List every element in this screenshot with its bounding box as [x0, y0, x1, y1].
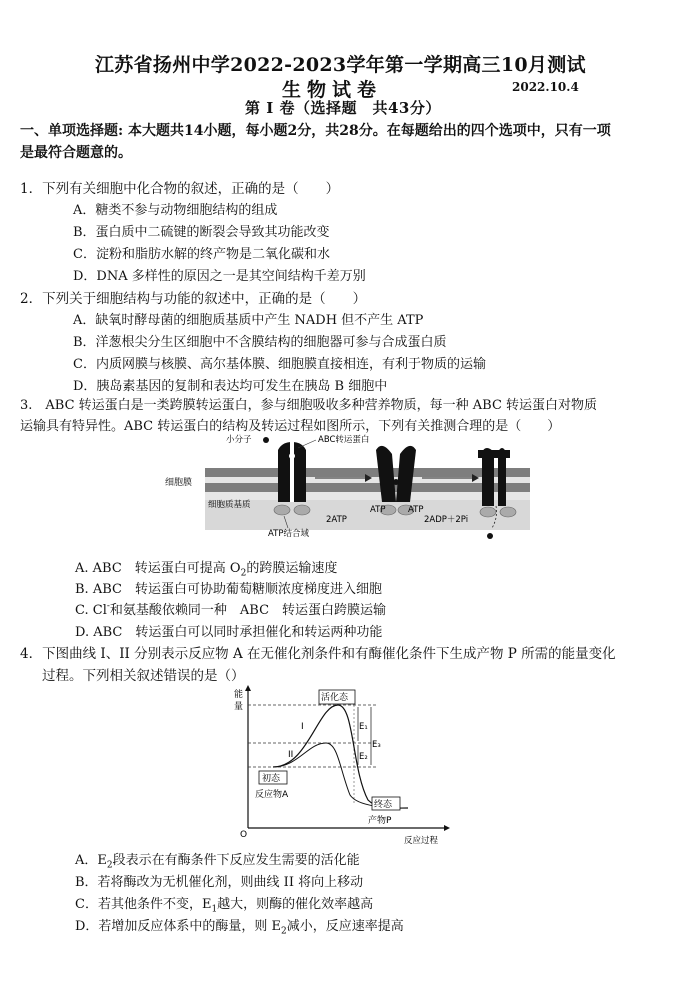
q4-option-b: B．若将酶改为无机催化剂，则曲线 II 将向上移动	[75, 875, 364, 890]
q1-option-a: A．糖类不参与动物细胞结构的组成	[73, 203, 278, 218]
released-molecule-dot	[487, 533, 493, 539]
E1-label: E₁	[359, 722, 368, 732]
atp-label-b: ATP	[408, 505, 424, 515]
abc-transporter-figure	[160, 430, 540, 552]
activated-label: 活化态	[321, 693, 349, 703]
small-molecule-label: 小分子	[226, 435, 252, 445]
adp-label: 2ADP＋2Pi	[424, 515, 469, 525]
q1-option-c: C．淀粉和脂肪水解的终产物是二氧化碳和水	[73, 247, 330, 262]
curve-II-label: II	[288, 750, 294, 760]
membrane-bottom-layer	[205, 483, 530, 492]
E2-label: E₂	[359, 752, 368, 762]
q3-option-c: C. Cl-和氨基酸依赖同一种 ABC 转运蛋白跨膜运输	[75, 601, 387, 618]
energy-diagram	[228, 685, 453, 845]
y-label-2: 量	[234, 702, 244, 712]
q4-stem-line-2: 过程。下列相关叙述错误的是（）	[42, 668, 245, 684]
q3-option-a: A. ABC 转运蛋白可提高 $O_2$的跨膜运输速度	[75, 561, 338, 579]
exam-subtitle: 生物试卷	[282, 79, 383, 101]
q4-option-a: A．$E_2$段表示在有酶条件下反应发生需要的活化能	[75, 853, 360, 871]
instruction-line-2: 是最符合题意的。	[20, 145, 132, 161]
q1-option-b: B．蛋白质中二硫键的断裂会导致其功能改变	[73, 225, 330, 240]
q1-option-d: D．DNA 多样性的原因之一是其空间结构千差万别	[73, 269, 366, 284]
exam-date: 2022.10.4	[512, 80, 579, 94]
curve-I-label: I	[301, 722, 304, 732]
q3-option-b: B. ABC 转运蛋白可协助葡萄糖顺浓度梯度进入细胞	[75, 582, 382, 597]
exam-title: 江苏省扬州中学2022-2023学年第一学期高三10月测试	[95, 54, 586, 76]
q3-option-d: D. ABC 转运蛋白可以同时承担催化和转运两种功能	[75, 625, 383, 640]
q2-option-d: D．胰岛素基因的复制和表达均可发生在胰岛 B 细胞中	[73, 379, 388, 394]
q4-option-c: C．若其他条件不变，$E_1$越大，则酶的催化效率越高	[75, 897, 374, 915]
cytoplasm-label: 细胞质基质	[208, 500, 251, 510]
atp-label-a: ATP	[370, 505, 386, 515]
small-molecule-dot	[263, 437, 269, 443]
reactant-label: 反应物A	[255, 790, 289, 800]
q4-option-d: D．若增加反应体系中的酶量，则 $E_2$减小，反应速率提高	[75, 919, 404, 937]
q2-stem: 2．下列关于细胞结构与功能的叙述中，正确的是（ ）	[20, 291, 367, 307]
q3-stem-line-1: 3. ABC 转运蛋白是一类跨膜转运蛋白，参与细胞吸收多种营养物质，每一种 ABC 转运蛋白对物质	[20, 398, 598, 413]
abc-protein-label: ABC转运蛋白	[318, 435, 370, 445]
q2-option-c: C．内质网膜与核膜、高尔基体膜、细胞膜直接相连，有利于物质的运输	[73, 357, 486, 372]
q2-option-a: A．缺氧时酵母菌的细胞质基质中产生 NADH 但不产生 ATP	[73, 313, 424, 328]
initial-state-label: 初态	[262, 774, 281, 784]
atp2-label: 2ATP	[326, 515, 347, 525]
part-heading: 第 I 卷（选择题 共43分）	[245, 99, 441, 117]
origin-label: O	[240, 830, 248, 840]
final-state-label: 终态	[374, 800, 393, 810]
instruction-line-1: 一、单项选择题: 本大题共14小题，每小题2分，共28分。在每题给出的四个选项中，只有一项	[20, 123, 611, 139]
section-instruction	[20, 120, 680, 164]
y-label-1: 能	[234, 690, 244, 700]
atp-domain-label: ATP结合域	[268, 529, 309, 539]
q2-option-b: B．洋葱根尖分生区细胞中不含膜结构的细胞器可参与合成蛋白质	[73, 335, 447, 350]
q1-stem: 1．下列有关细胞中化合物的叙述，正确的是（ ）	[20, 181, 340, 197]
membrane-label: 细胞膜	[165, 478, 193, 488]
product-label: 产物P	[368, 816, 392, 826]
q3-stem-line-2: 运输具有特异性。ABC 转运蛋白的结构及转运过程如图所示，下列有关推测合理的是（ ）	[20, 419, 561, 434]
E3-label: E₃	[372, 740, 381, 750]
x-axis-label: 反应过程	[404, 836, 439, 845]
q4-stem-line-1: 4．下图曲线 I、II 分别表示反应物 A 在无催化剂条件和有酶催化条件下生成产物 P 所需的能量变化	[20, 646, 616, 662]
